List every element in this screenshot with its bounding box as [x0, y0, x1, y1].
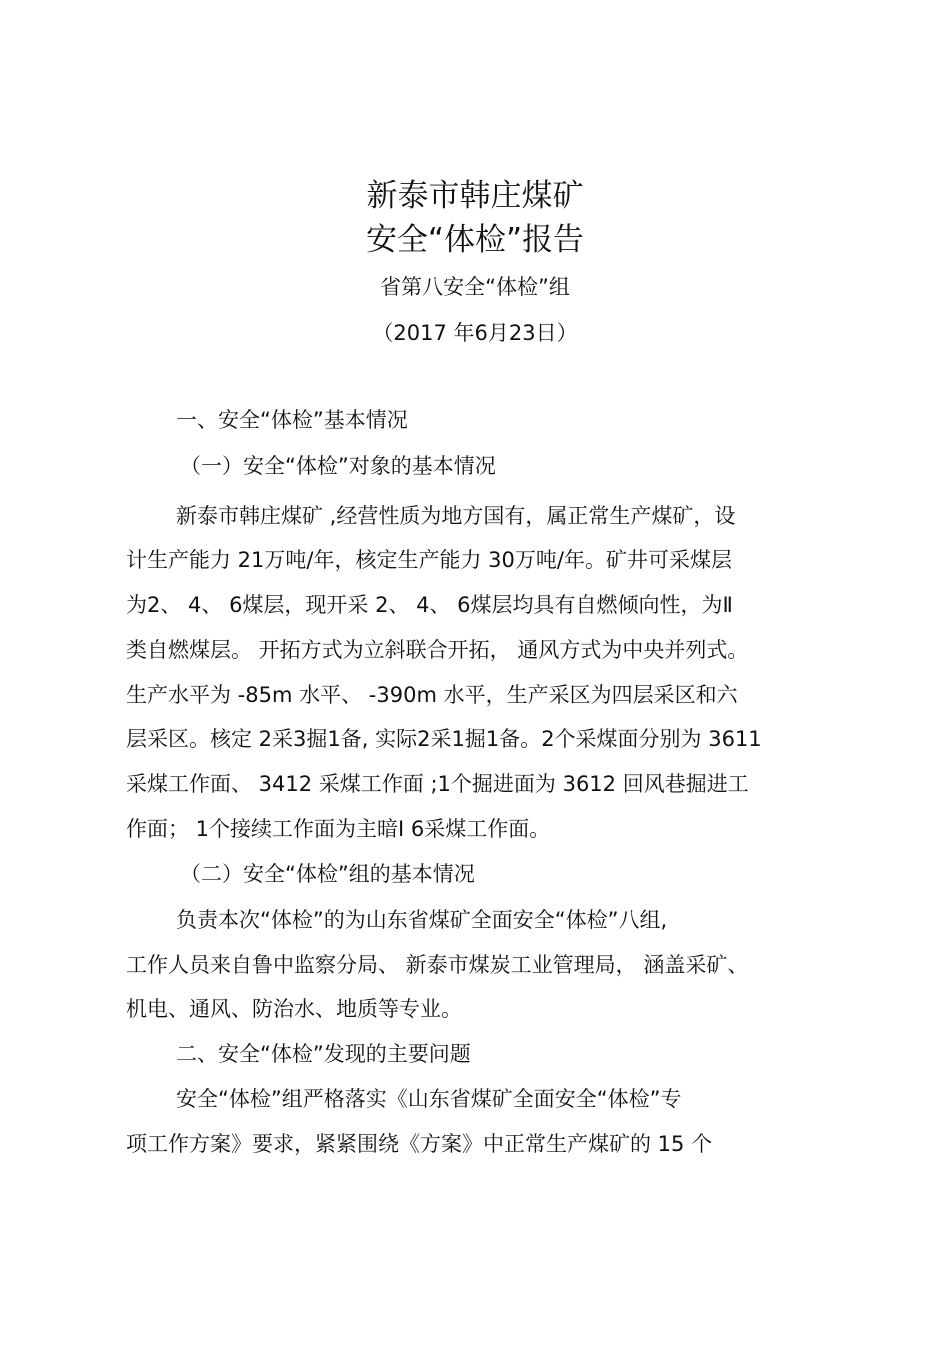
body-line: 机电、通风、防治水、地质等专业。 [126, 997, 462, 1021]
body-line: 类自燃煤层。 开拓方式为立斜联合开拓， 通风方式为中央并列式。 [126, 638, 749, 662]
body-line: 生产水平为 -85m 水平、 -390m 水平，生产采区为四层采区和六 [126, 683, 738, 707]
body-line: 项工作方案》要求，紧紧围绕《方案》中正常生产煤矿的 15 个 [126, 1132, 713, 1156]
section-heading-1: 一、安全“体检”基本情况 [176, 408, 408, 432]
body-line: 层采区。核定 2采3掘1备, 实际2采1掘1备。2个采煤面分别为 3611 [126, 727, 762, 751]
body-line: 负责本次“体检”的为山东省煤矿全面安全“体检”八组, [176, 908, 668, 932]
subsection-heading-1: （一）安全“体检”对象的基本情况 [180, 454, 496, 478]
body-line: 安全“体检”组严格落实《山东省煤矿全面安全“体检”专 [176, 1087, 682, 1111]
body-line: 工作人员来自鲁中监察分局、 新泰市煤炭工业管理局， 涵盖采矿、 [126, 953, 749, 977]
report-subtitle: 省第八安全“体检”组 [380, 275, 570, 299]
subsection-heading-2: （二）安全“体检”组的基本情况 [180, 862, 475, 886]
report-title-line-1: 新泰市韩庄煤矿 [366, 178, 584, 214]
section-heading-2: 二、安全“体检”发现的主要问题 [176, 1042, 471, 1066]
body-line: 作面； 1个接续工作面为主暗Ⅰ 6采煤工作面。 [126, 817, 551, 841]
body-line: 为2、 4、 6煤层，现开采 2、 4、 6煤层均具有自燃倾向性，为Ⅱ [126, 593, 733, 617]
body-line: 计生产能力 21万吨/年，核定生产能力 30万吨/年。矿井可采煤层 [126, 548, 732, 572]
body-line: 采煤工作面、 3412 采煤工作面 ;1个掘进面为 3612 回风巷掘进工 [126, 772, 749, 796]
report-date: （2017 年6月23日） [372, 321, 578, 345]
body-line: 新泰市韩庄煤矿 ,经营性质为地方国有，属正常生产煤矿，设 [176, 504, 736, 528]
report-title-line-2: 安全“体检”报告 [365, 222, 585, 258]
